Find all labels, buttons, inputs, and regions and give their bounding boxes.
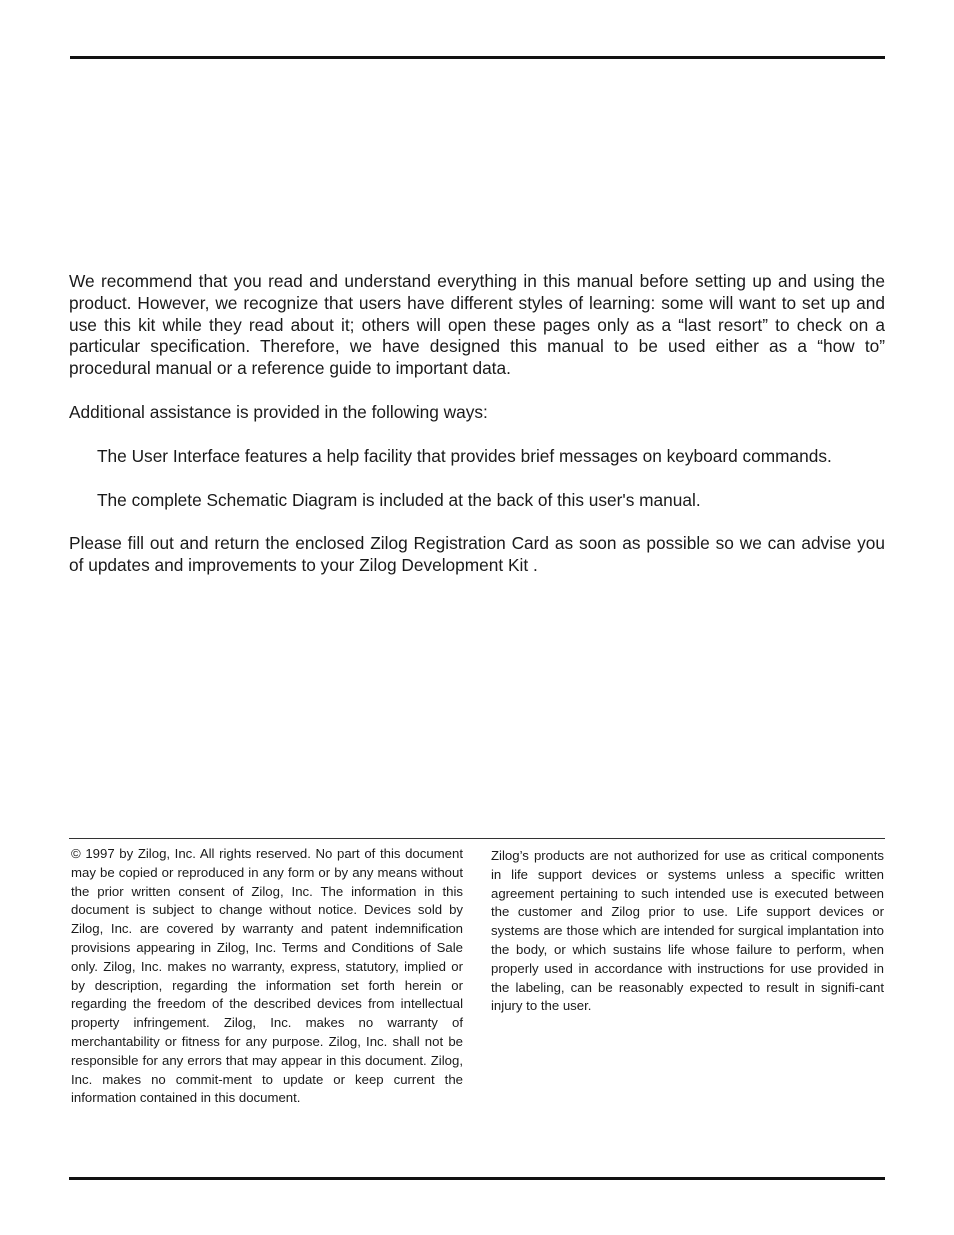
copyright-notice: © 1997 by Zilog, Inc. All rights reserved. No part of this document may be copied or reproduced in any form or by any means without the prior written consent of Zilog, Inc. The information in this document is subject to change without notice. Devices sold by Zilog, Inc. are covered by warranty and patent indemnification provisions appearing in Zilog, Inc. Terms and Conditions of Sale only. Zilog, Inc. makes no warranty, express, statutory, implied or by description, regarding the information set forth herein or regarding the freedom of the described devices from intellectual property infringement. Zilog, Inc. makes no warranty of merchantability or fitness for any purpose. Zilog, Inc. shall not be responsible for any errors that may appear in this document. Zilog, Inc. makes no commit-ment to update or keep current the information contained in this document. <box>71 846 463 1106</box>
intro-paragraph-assistance: Additional assistance is provided in the following ways: <box>69 401 488 422</box>
assistance-item-help-facility: The User Interface features a help facility that provides brief messages on keyboard commands. <box>97 445 832 466</box>
assistance-item-schematic: The complete Schematic Diagram is included at the back of this user's manual. <box>97 489 701 510</box>
intro-paragraph-recommend: We recommend that you read and understand everything in this manual before setting up and using the product. However, we recognize that users have different styles of learning: some will want to set up and use this kit while they read about it; others will open these pages only as a “last resort” to check on a particular specification. Therefore, we have designed this manual to be used either as a “how to” procedural manual or a reference guide to important data. <box>69 271 885 379</box>
life-support-notice: Zilog’s products are not authorized for use as critical components in life support devices or systems unless a specific written agreement pertaining to such intended use is executed between the customer and Zilog prior to use. Life support devices or systems are those which are intended for surgical implantation into the body, or which sustains life whose failure to perform, when properly used in accordance with instructions for use provided in the labeling, can be reasonably expected to result in signifi-cant injury to the user. <box>491 848 884 1014</box>
intro-section <box>69 271 885 577</box>
legal-divider <box>69 838 885 839</box>
bottom-rule <box>69 1177 885 1180</box>
top-rule <box>70 56 885 59</box>
intro-paragraph-registration: Please fill out and return the enclosed Zilog Registration Card as soon as possible so we can advise you of updates and improvements to your Zilog Development Kit . <box>69 533 885 576</box>
